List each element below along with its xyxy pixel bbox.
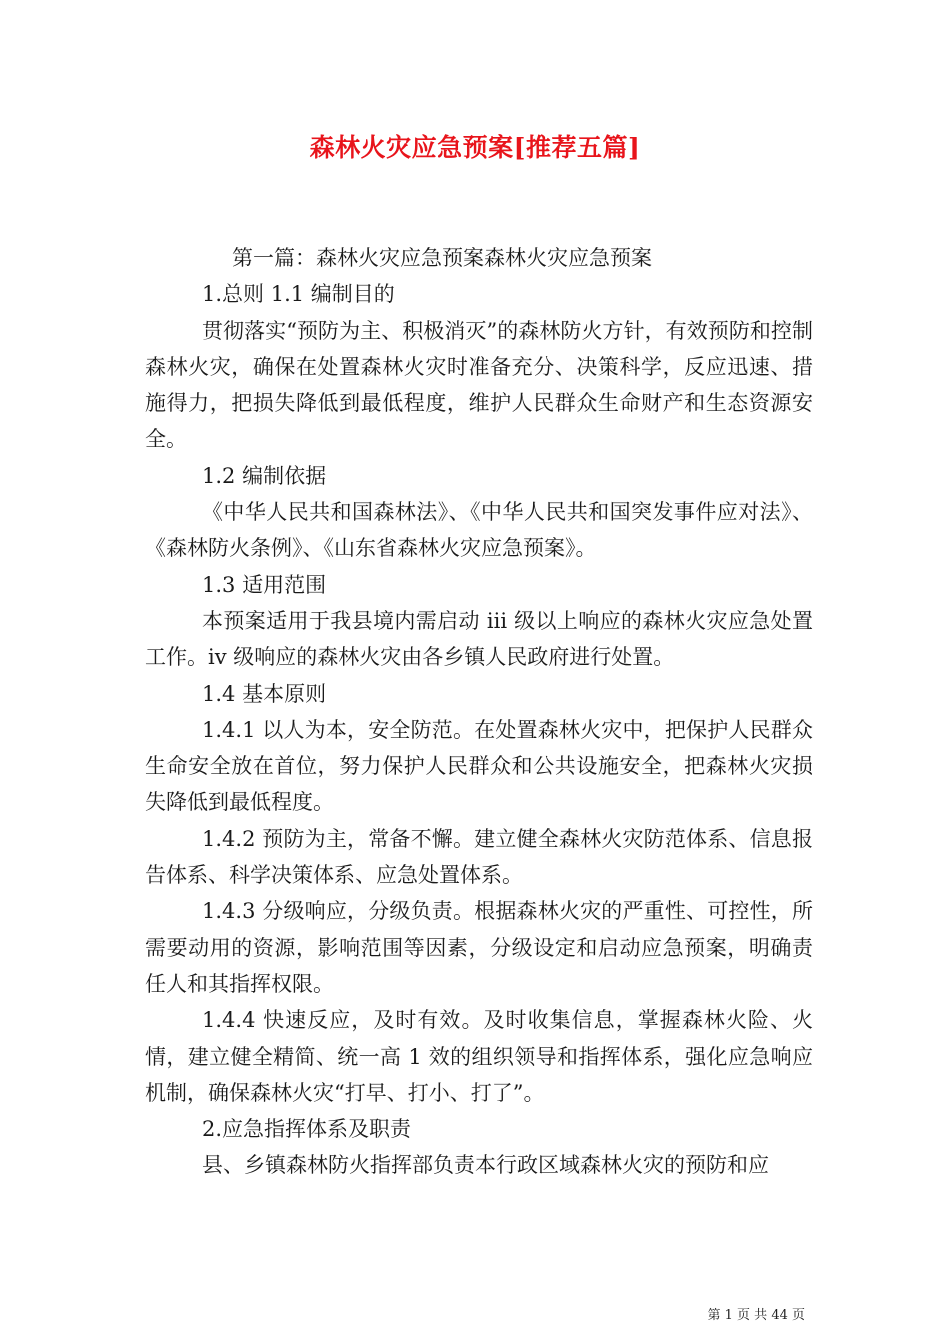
body-paragraph: 县、乡镇森林防火指挥部负责本行政区域森林火灾的预防和应 <box>202 1153 769 1178</box>
page-number: 第 1 页 共 44 页 <box>707 1308 805 1323</box>
section-heading: 2.应急指挥体系及职责 <box>202 1117 412 1142</box>
chapter-heading: 第一篇：森林火灾应急预案森林火灾应急预案 <box>232 246 652 270</box>
body-paragraph: 《中华人民共和国森林法》、《中华人民共和国突发事件应对法》、《森林防火条例》、《山东省森林火灾应急预案》。 <box>145 500 813 561</box>
body-paragraph: 1.4.3 分级响应，分级负责。根据森林火灾的严重性、可控性，所需要动用的资源，影响范围等因素，分级设定和启动应急预案，明确责任人和其指挥权限。 <box>145 899 813 996</box>
body-paragraph: 1.4.1 以人为本，安全防范。在处置森林火灾中，把保护人民群众生命安全放在首位，努力保护人民群众和公共设施安全，把森林火灾损失降低到最低程度。 <box>145 717 813 815</box>
body-paragraph: 1.4.4 快速反应，及时有效。及时收集信息，掌握森林火险、火情，建立健全精简、统一高 1 效的组织领导和指挥体系，强化应急响应机制，确保森林火灾“打早、打小、打了”。 <box>145 1008 813 1105</box>
section-heading: 1.2 编制依据 <box>202 463 327 488</box>
section-heading: 1.总则 1.1 编制目的 <box>202 282 395 307</box>
section-heading: 1.3 适用范围 <box>202 572 327 597</box>
body-paragraph: 贯彻落实“预防为主、积极消灭”的森林防火方针，有效预防和控制森林火灾，确保在处置森林火灾时准备充分、决策科学，反应迅速、措施得力，把损失降低到最低程度，维护人民群众生命财产和生态资源安全。 <box>145 318 813 452</box>
section-heading: 1.4 基本原则 <box>202 681 327 706</box>
document-body <box>145 240 813 1184</box>
body-paragraph: 本预案适用于我县境内需启动 iii 级以上响应的森林火灾应急处置工作。iv 级响应的森林火灾由各乡镇人民政府进行处置。 <box>145 608 813 670</box>
body-paragraph: 1.4.2 预防为主，常备不懈。建立健全森林火灾防范体系、信息报告体系、科学决策体系、应急处置体系。 <box>145 826 813 888</box>
document-title: 森林火灾应急预案[推荐五篇] <box>309 133 641 162</box>
